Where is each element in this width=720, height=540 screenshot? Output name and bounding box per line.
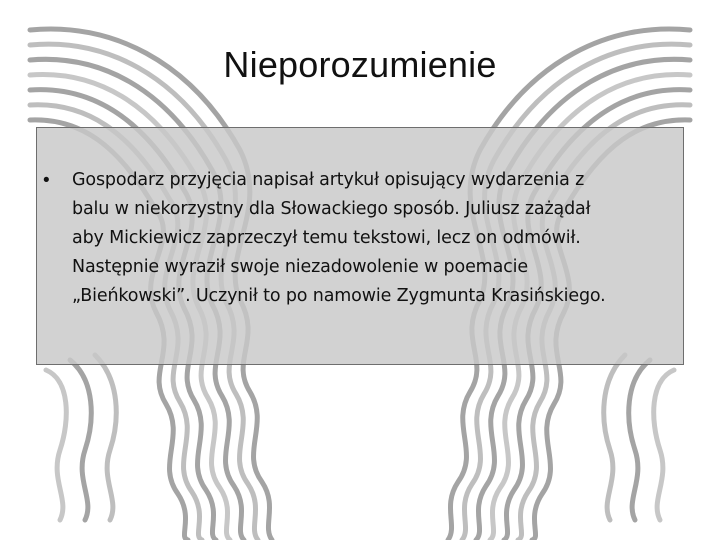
content-box (36, 127, 684, 365)
bullet-text (72, 166, 679, 311)
bullet-line: „Bieńkowski”. Uczynił to po namowie Zygmunta Krasińskiego. (72, 286, 606, 306)
bullet-line: aby Mickiewicz zaprzeczył temu tekstowi, lecz on odmówił. (72, 228, 581, 248)
bullet-line: balu w niekorzystny dla Słowackiego sposób. Juliusz zażądał (72, 199, 591, 219)
bullet-line: Następnie wyraził swoje niezadowolenie w poemacie (72, 257, 528, 277)
slide-title: Nieporozumienie (223, 44, 497, 85)
bullet-dot-icon: • (43, 170, 50, 191)
bullet-line: Gospodarz przyjęcia napisał artykuł opisujący wydarzenia z (72, 170, 585, 190)
